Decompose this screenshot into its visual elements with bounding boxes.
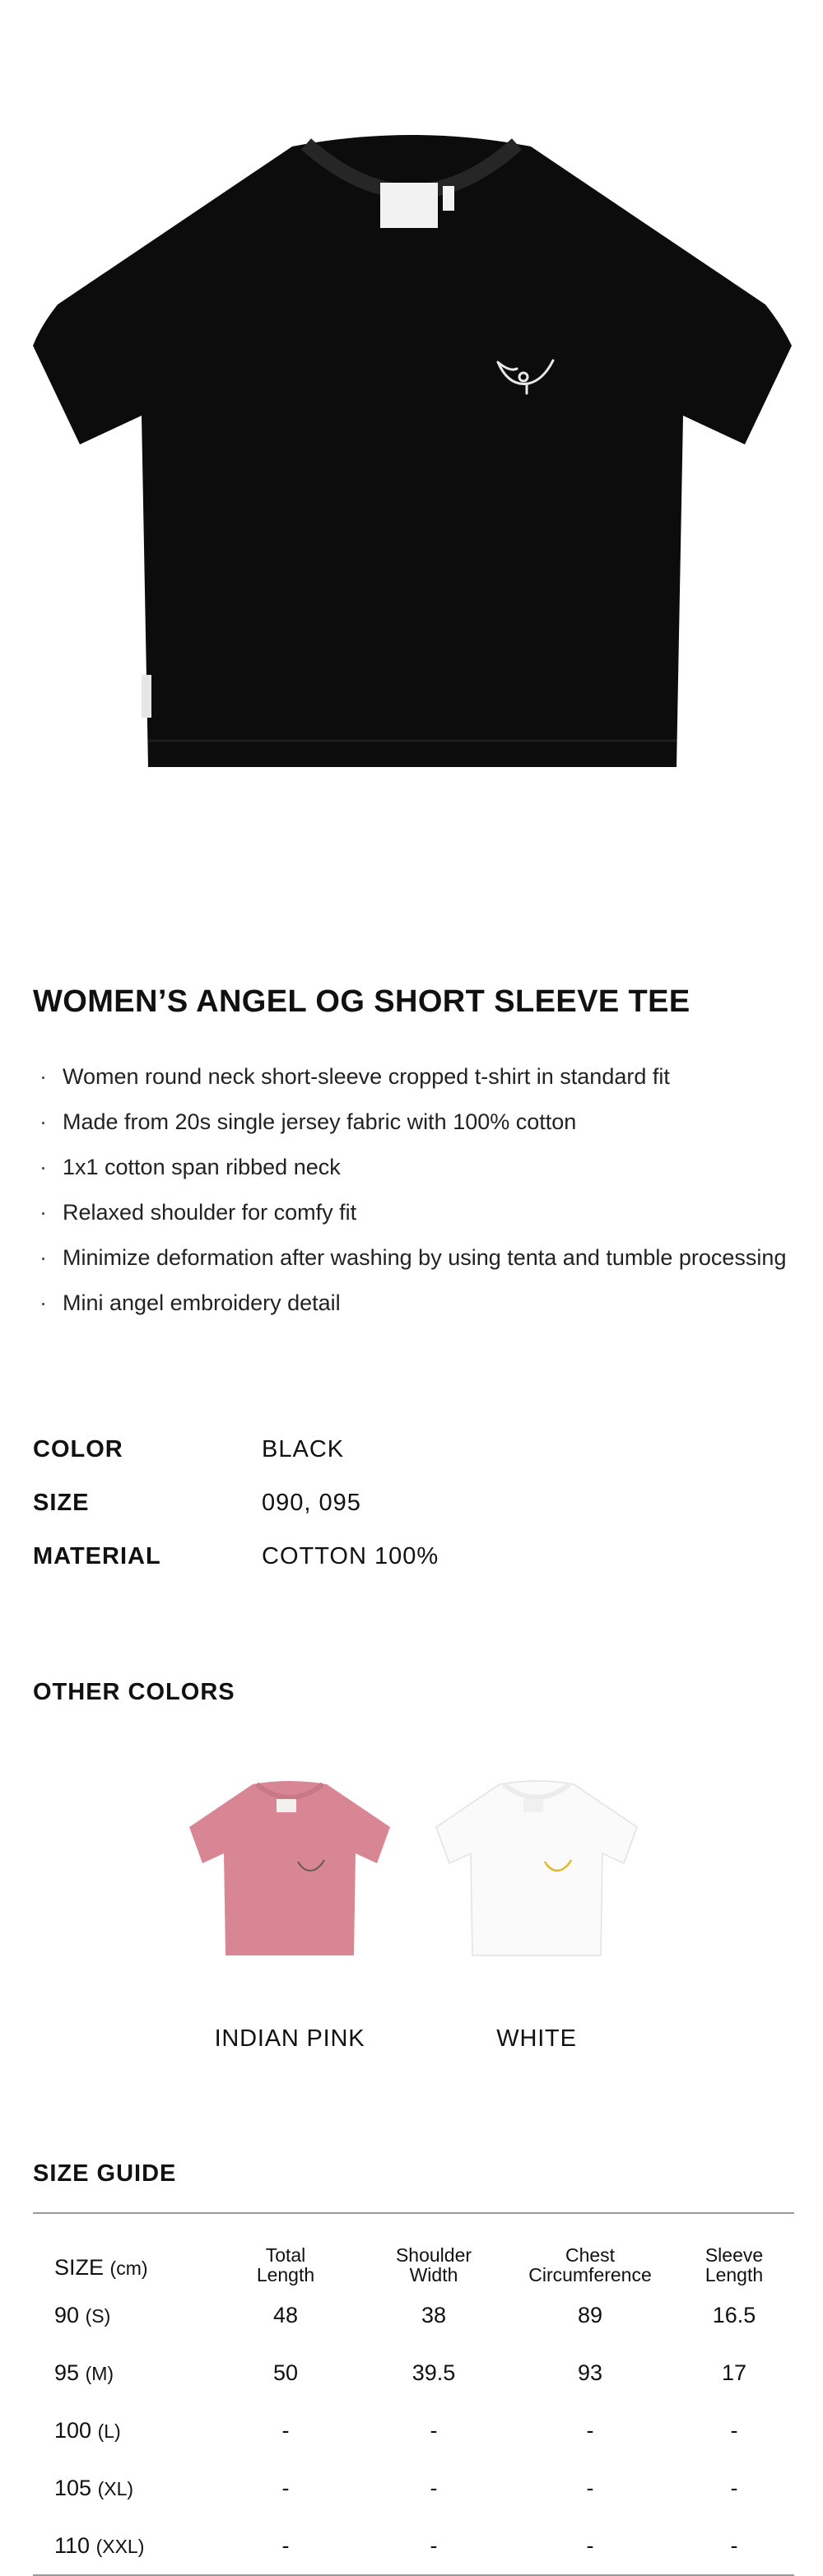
table-cell: - <box>586 2533 594 2558</box>
table-cell: - <box>281 2418 290 2443</box>
table-cell: 50 <box>272 2360 299 2385</box>
column-header-shoulder-width: Shoulder Width <box>395 2244 472 2285</box>
spec-label: COLOR <box>33 1436 123 1462</box>
table-top-border <box>33 2212 794 2214</box>
table-cell: - <box>586 2476 594 2500</box>
table-row-label: 95 (M) <box>54 2360 114 2385</box>
table-cell: - <box>430 2533 438 2558</box>
spec-row-size <box>33 1490 774 1539</box>
side-tag <box>142 675 151 718</box>
table-cell: - <box>281 2476 290 2500</box>
feature-item <box>40 1288 821 1333</box>
feature-item <box>40 1152 821 1197</box>
size-guide-heading: SIZE GUIDE <box>33 2160 177 2187</box>
table-cell: 38 <box>421 2303 447 2327</box>
table-cell: 93 <box>577 2360 603 2385</box>
feature-text: 1x1 cotton span ribbed neck <box>63 1155 341 1179</box>
feature-item <box>40 1243 821 1288</box>
feature-text: Made from 20s single jersey fabric with 100% cotton <box>63 1109 577 1134</box>
feature-text: Women round neck short-sleeve cropped t-shirt in standard fit <box>63 1064 670 1089</box>
spec-label: SIZE <box>33 1490 90 1516</box>
feature-item <box>40 1107 821 1152</box>
spec-value: COTTON 100% <box>262 1543 439 1569</box>
table-cell: - <box>430 2476 438 2500</box>
bullet-icon: · <box>40 1290 47 1315</box>
spec-row-material <box>33 1543 774 1593</box>
bullet-icon: · <box>40 1200 47 1225</box>
table-row-label: 110 (XXL) <box>54 2533 145 2558</box>
table-row-label: 100 (L) <box>54 2418 121 2443</box>
table-cell: - <box>730 2476 738 2500</box>
tshirt-shape <box>33 135 792 767</box>
table-cell: 16.5 <box>712 2303 756 2327</box>
bullet-icon: · <box>40 1155 47 1179</box>
color-swatch-indian-pink[interactable] <box>174 1771 405 2002</box>
size-tag <box>443 186 454 211</box>
color-swatch-white[interactable] <box>421 1771 652 2002</box>
product-title: WOMEN’S ANGEL OG SHORT SLEEVE TEE <box>33 984 690 1019</box>
spec-value: 090, 095 <box>262 1490 361 1516</box>
bullet-icon: · <box>40 1109 47 1134</box>
table-cell: - <box>730 2533 738 2558</box>
feature-item <box>40 1062 821 1107</box>
feature-text: Relaxed shoulder for comfy fit <box>63 1200 357 1225</box>
table-row-label: 105 (XL) <box>54 2476 134 2500</box>
color-name-white[interactable]: WHITE <box>496 2025 577 2052</box>
column-header-total-length: Total Length <box>256 2244 315 2285</box>
table-cell: 48 <box>272 2303 299 2327</box>
table-row-label: 90 (S) <box>54 2303 111 2327</box>
table-cell: 89 <box>577 2303 603 2327</box>
table-cell: - <box>730 2418 738 2443</box>
size-column-header: SIZE (cm) <box>54 2255 148 2280</box>
table-cell: 39.5 <box>412 2360 456 2385</box>
column-header-chest-circumference: Chest Circumference <box>528 2244 652 2285</box>
neck-label <box>380 183 438 228</box>
feature-text: Mini angel embroidery detail <box>63 1290 341 1315</box>
column-header-sleeve-length: Sleeve Length <box>704 2244 764 2285</box>
feature-list <box>40 1062 821 1333</box>
table-cell: - <box>430 2418 438 2443</box>
spec-value: BLACK <box>262 1436 345 1462</box>
other-colors-heading: OTHER COLORS <box>33 1679 235 1705</box>
bullet-icon: · <box>40 1064 47 1089</box>
table-cell: - <box>586 2418 594 2443</box>
color-name-indian-pink[interactable]: INDIAN PINK <box>214 2025 365 2052</box>
spec-row-color <box>33 1436 774 1486</box>
spec-label: MATERIAL <box>33 1543 161 1569</box>
feature-item <box>40 1197 821 1243</box>
bullet-icon: · <box>40 1245 47 1270</box>
table-cell: 17 <box>721 2360 747 2385</box>
product-image <box>0 0 823 930</box>
feature-text: Minimize deformation after washing by using tenta and tumble processing <box>63 1245 787 1270</box>
table-cell: - <box>281 2533 290 2558</box>
